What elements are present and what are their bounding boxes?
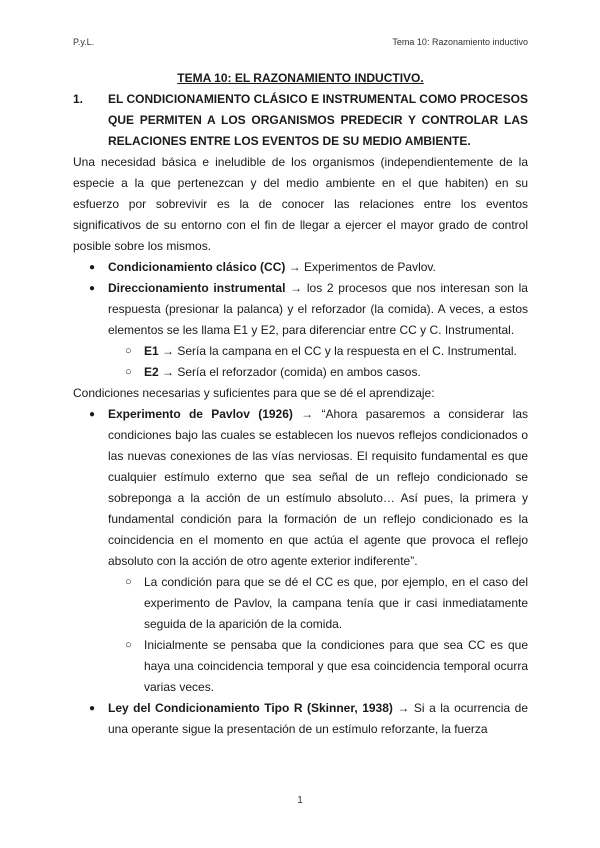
sub-list-item	[73, 572, 528, 635]
bullet-icon: ●	[89, 409, 96, 420]
section-number: 1.	[73, 92, 84, 106]
sub-list-item	[73, 341, 528, 362]
list-item-text: → Experimentos de Pavlov.	[285, 260, 436, 274]
sub-list-item-term: E2	[144, 365, 159, 379]
header-left: P.y.L.	[73, 37, 95, 47]
section-heading-text: EL CONDICIONAMIENTO CLÁSICO E INSTRUMENTAL COMO PROCESOS QUE PERMITEN A LOS ORGANISMOS PREDECIR Y CONTROLAR LAS RELACIONES ENTRE LOS EVENTOS DE SU MEDIO AMBIENTE.	[108, 92, 528, 148]
sub-list-item	[73, 362, 528, 383]
circle-bullet-icon: ○	[125, 639, 132, 651]
list-item-term: Ley del Condicionamiento Tipo R (Skinner, 1938)	[108, 701, 393, 715]
list-item-text: → los 2 procesos que nos interesan son la respuesta (presionar la palanca) y el reforzador (la comida). A veces, a estos elementos se les llama E1 y E2, para diferenciar entre CC y C. Instrumental.	[108, 281, 528, 337]
sub-list-item-text: → Sería el reforzador (comida) en ambos casos.	[158, 365, 421, 379]
sub-list-item-text: → Sería la campana en el CC y la respuesta en el C. Instrumental.	[158, 344, 517, 358]
list-item-text: → Si a la ocurrencia de una operante sigue la presentación de un estímulo reforzante, la fuerza	[108, 701, 529, 736]
sub-list-item-text: La condición para que se dé el CC es que, por ejemplo, en el caso del experimento de Pavlov, la campana tenía que ir casi inmediatamente seguida de la aparición de la comida.	[144, 575, 528, 631]
circle-bullet-icon: ○	[125, 576, 132, 588]
sub-list-item-term: E1	[144, 344, 159, 358]
page-number: 1	[297, 795, 303, 806]
list-item-text: → “Ahora pasaremos a considerar las condiciones bajo las cuales se establecen los nuevos reflejos condicionados o las nuevas conexiones de las vías nerviosas. El requisito fundamental es que cualquier estímulo externo que sea señal de un reflejo condicionado se sobreponga a la acción de un estímulo absoluto… Así pues, la primera y fundamental condición para la formación de un reflejo condicionado es la coincidencia en el momento en que actúa el agente que provoca el reflejo absoluto con la acción de otro agente exterior indiferente”.	[108, 407, 528, 568]
bullet-list-2	[73, 404, 528, 740]
list-item	[73, 698, 528, 740]
bullet-list-1	[73, 257, 528, 383]
list-item	[73, 404, 528, 572]
circle-bullet-icon: ○	[125, 345, 132, 357]
list-item-term: Condicionamiento clásico (CC)	[108, 260, 286, 274]
bullet-icon: ●	[89, 283, 96, 294]
document-body	[73, 68, 528, 740]
list-item	[73, 278, 528, 341]
intro-paragraph: Una necesidad básica e ineludible de los organismos (independientemente de la especie a la que pertenezcan y del medio ambiente en el que habiten) en su esfuerzo por sobrevivir es la de conocer las relaciones entre los eventos significativos de su entorno con el fin de llegar a ejercer el mayor grado de control posible sobre los mismos.	[73, 155, 528, 253]
sub-list-item	[73, 635, 528, 698]
list-item-term: Direccionamiento instrumental	[108, 281, 286, 295]
document-title: TEMA 10: EL RAZONAMIENTO INDUCTIVO.	[177, 71, 424, 85]
conditions-paragraph: Condiciones necesarias y suficientes para que se dé el aprendizaje:	[73, 386, 435, 400]
header-right: Tema 10: Razonamiento inductivo	[392, 37, 528, 47]
list-item-term: Experimento de Pavlov (1926)	[108, 407, 293, 421]
circle-bullet-icon: ○	[125, 366, 132, 378]
sub-list-item-text: Inicialmente se pensaba que la condiciones para que sea CC es que haya una coincidencia temporal y que esa coincidencia temporal ocurra varias veces.	[144, 638, 528, 694]
bullet-icon: ●	[89, 703, 96, 714]
list-item	[73, 257, 528, 278]
bullet-icon: ●	[89, 262, 96, 273]
section-heading	[73, 89, 528, 152]
